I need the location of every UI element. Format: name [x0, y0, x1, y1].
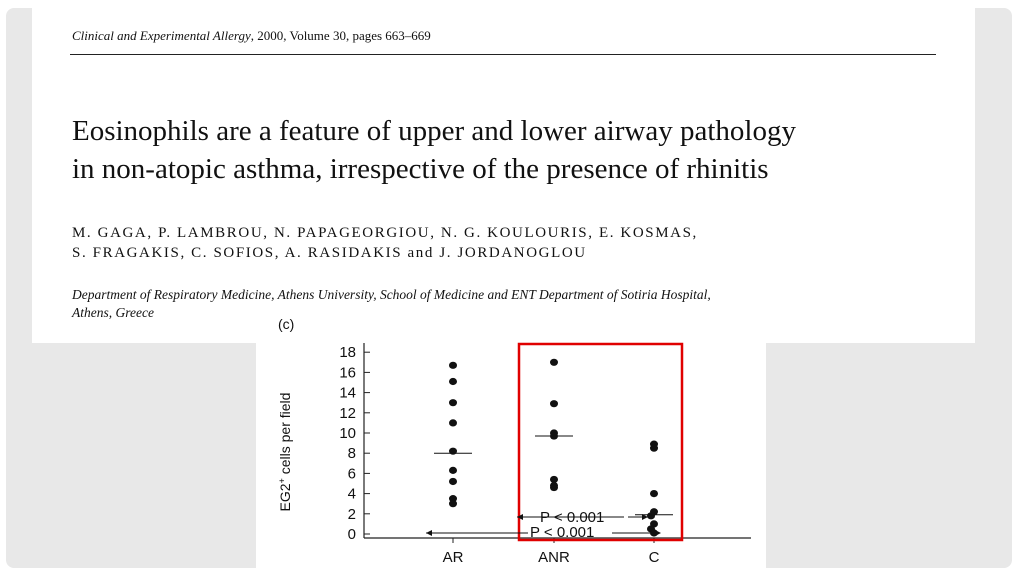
title-line-2: in non-atopic asthma, irrespective of the presence of rhinitis [72, 153, 769, 185]
y-tick-label: 8 [347, 445, 356, 463]
y-tick-label: 18 [339, 344, 356, 362]
data-point [650, 490, 658, 497]
affiliation-line-2: Athens, Greece [72, 305, 154, 320]
paper-title [72, 112, 952, 188]
data-point [647, 512, 655, 519]
header-rule [70, 54, 936, 55]
y-axis-label: EG2+ cells per field [277, 392, 293, 512]
y-tick-label: 16 [339, 364, 356, 382]
citation-details: , 2000, Volume 30, pages 663–669 [250, 28, 431, 43]
data-point [449, 378, 457, 385]
p-value-2: P < 0.001 [530, 524, 595, 541]
data-point [449, 467, 457, 474]
y-tick-label: 10 [339, 425, 356, 442]
author-list [72, 223, 698, 263]
data-point [449, 478, 457, 485]
y-tick-label: 0 [347, 526, 356, 543]
data-point [449, 399, 457, 406]
p-arrow-2-head-left [426, 530, 432, 536]
data-point [449, 419, 457, 426]
authors-line-2: S. FRAGAKIS, C. SOFIOS, A. RASIDAKIS and J. JORDANOGLOU [72, 245, 587, 261]
p-arrow-2-head-right [655, 530, 661, 536]
panel-label: (c) [278, 316, 295, 332]
y-tick-label: 2 [347, 505, 356, 523]
journal-name: Clinical and Experimental Allergy [72, 28, 251, 43]
data-point [449, 500, 457, 507]
affiliation-line-1: Department of Respiratory Medicine, Athens University, School of Medicine and ENT Department of Sotiria Hospital, [72, 287, 711, 302]
title-line-1: Eosinophils are a feature of upper and lower airway pathology [72, 115, 796, 147]
figure-panel [256, 310, 766, 568]
data-point [650, 445, 658, 452]
y-tick-label: 6 [347, 465, 356, 483]
y-tick-label: 14 [339, 384, 356, 402]
y-tick-label: 12 [339, 404, 356, 422]
authors-line-1: M. GAGA, P. LAMBROU, N. PAPAGEORGIOU, N. G. KOULOURIS, E. KOSMAS, [72, 225, 698, 241]
data-point [550, 484, 558, 491]
scatter-chart [256, 310, 766, 568]
data-point [550, 400, 558, 407]
p-value-1: P < 0.001 [540, 509, 605, 526]
citation-line [72, 28, 431, 44]
data-point [550, 359, 558, 366]
x-tick-label: ANR [538, 549, 570, 566]
x-tick-label: C [648, 549, 660, 566]
y-tick-label: 4 [347, 485, 356, 503]
data-point [449, 362, 457, 369]
x-tick-label: AR [442, 549, 464, 566]
